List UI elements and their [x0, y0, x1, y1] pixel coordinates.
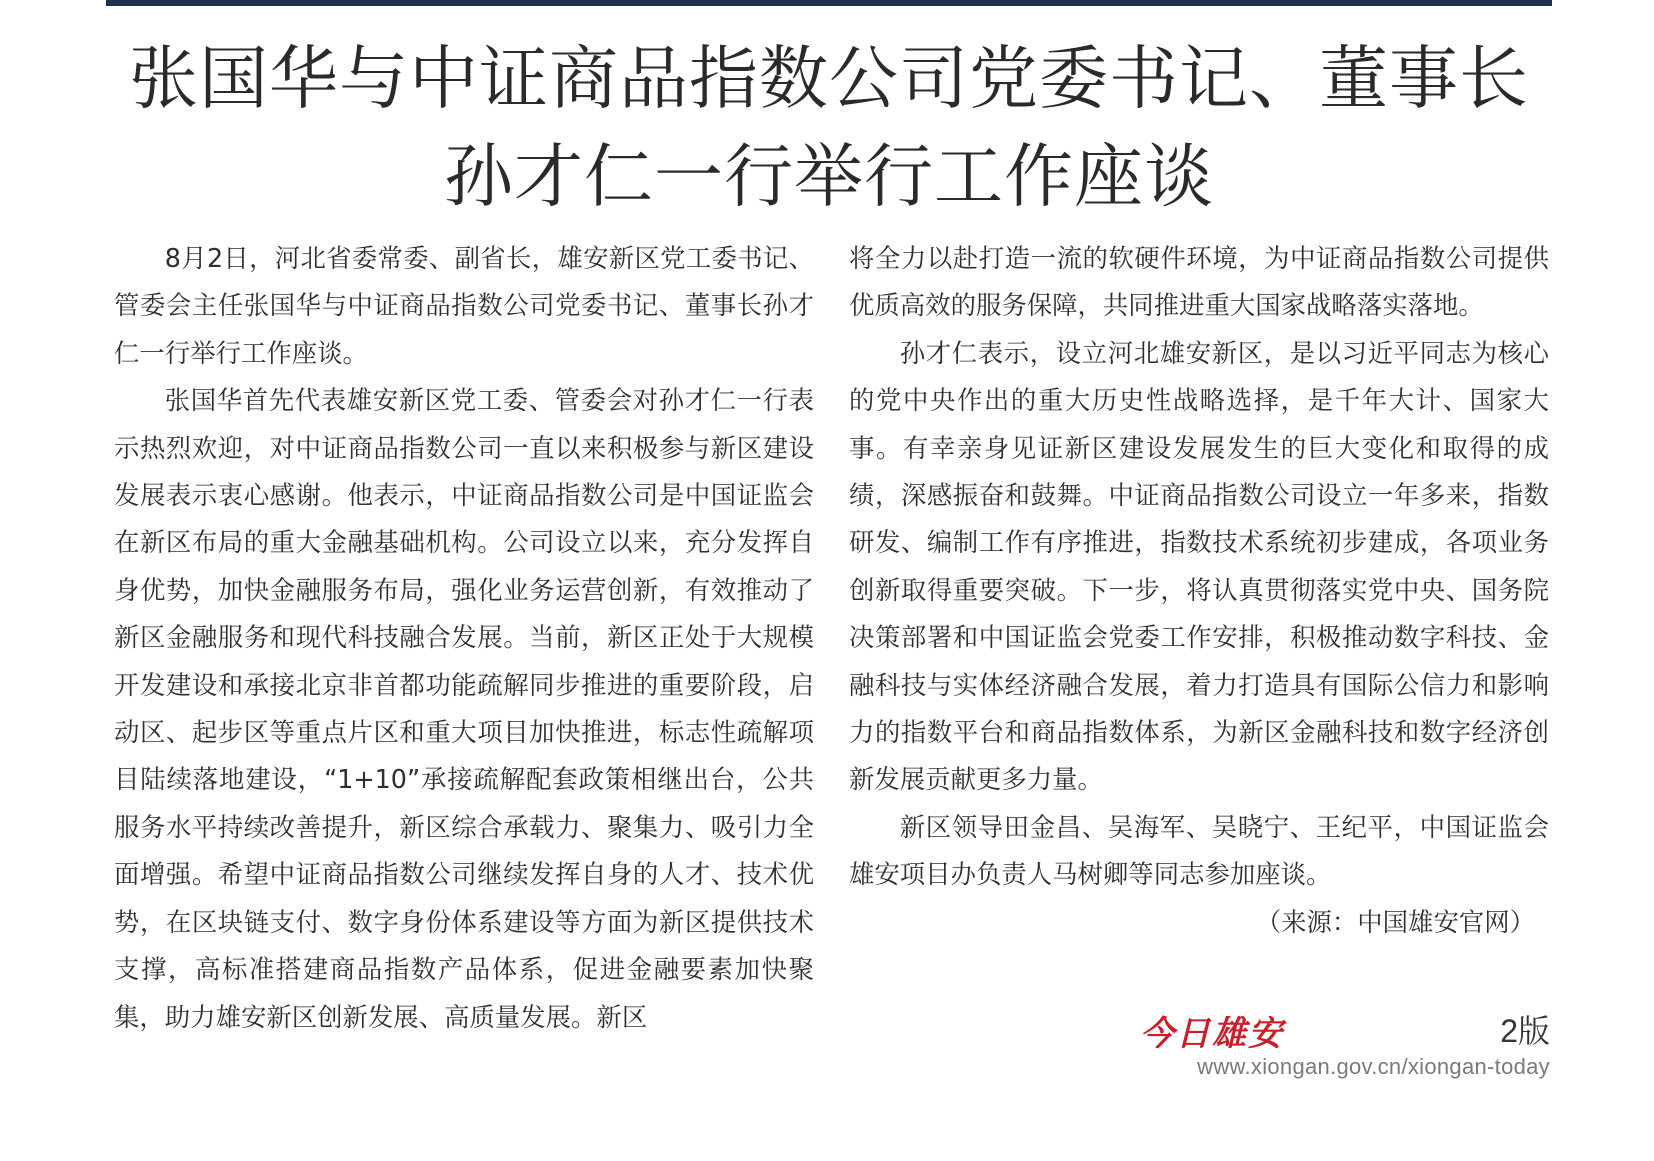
title-line-1: 张国华与中证商品指数公司党委书记、董事长	[129, 39, 1529, 119]
title-line-2: 孙才仁一行举行工作座谈	[444, 137, 1214, 217]
paragraph-3: 孙才仁表示，设立河北雄安新区，是以习近平同志为核心的党中央作出的重大历史性战略选择，是千年大计、国家大事。有幸亲身见证新区建设发展发生的巨大变化和取得的成绩，深感振奋和鼓舞。中证商品指数公司设立一年多来，指数研发、编制工作有序推进，指数技术系统初步建成，各项业务创新取得重要突破。下一步，将认真贯彻落实党中央、国务院决策部署和中国证监会党委工作安排，积极推动数字科技、金融科技与实体经济融合发展，着力打造具有国际公信力和影响力的指数平台和商品指数体系，为新区金融科技和数字经济创新发展贡献更多力量。	[849, 337, 1549, 795]
paragraph-1: 8月2日，河北省委常委、副省长，雄安新区党工委书记、管委会主任张国华与中证商品指数公司党委书记、董事长孙才仁一行举行工作座谈。	[114, 243, 814, 368]
paragraph-2: 张国华首先代表雄安新区党工委、管委会对孙才仁一行表示热烈欢迎，对中证商品指数公司一直以来积极参与新区建设发展表示衷心感谢。他表示，中证商品指数公司是中国证监会在新区布局的重大金融基础机构。公司设立以来，充分发挥自身优势，加快金融服务布局，强化业务运营创新，有效推动了新区金融服务和现代科技融合发展。当前，新区正处于大规模开发建设和承接北京非首都功能疏解同步推进的重要阶段，启动区、起步区等重点片区和重大项目加快推进，标志性疏解项目陆续落地建设，“1+10”承接疏解配套政策相继出台，公共服务水平持续改善提升，新区综合承载力、聚集力、吸引力全面增强。希望中证商品指数公司继续发挥自身的人才、技术优势，在区块链支付、数字身份体系建设等方面为新区提供技术支撑，高标准搭建商品指数产品体系，促进金融要素加快聚集，助力雄安新区创新发展、高质量发展。新区	[114, 385, 814, 1032]
left-column	[114, 235, 814, 1041]
right-column	[849, 235, 1549, 946]
article-source: （来源：中国雄安官网）	[1255, 906, 1535, 937]
paragraph-4: 新区领导田金昌、吴海军、吴晓宁、王纪平，中国证监会雄安项目办负责人马树卿等同志参加座谈。	[849, 811, 1549, 890]
site-url: www.xiongan.gov.cn/xiongan-today	[1197, 1054, 1550, 1079]
top-rule	[106, 0, 1552, 6]
article-title	[106, 30, 1552, 226]
paragraph-2-continuation: 将全力以赴打造一流的软硬件环境，为中证商品指数公司提供优质高效的服务保障，共同推进重大国家战略落实落地。	[849, 243, 1549, 321]
page-number: 2版	[1500, 1013, 1550, 1049]
xiongan-today-logo: 今日雄安	[1140, 1014, 1284, 1054]
